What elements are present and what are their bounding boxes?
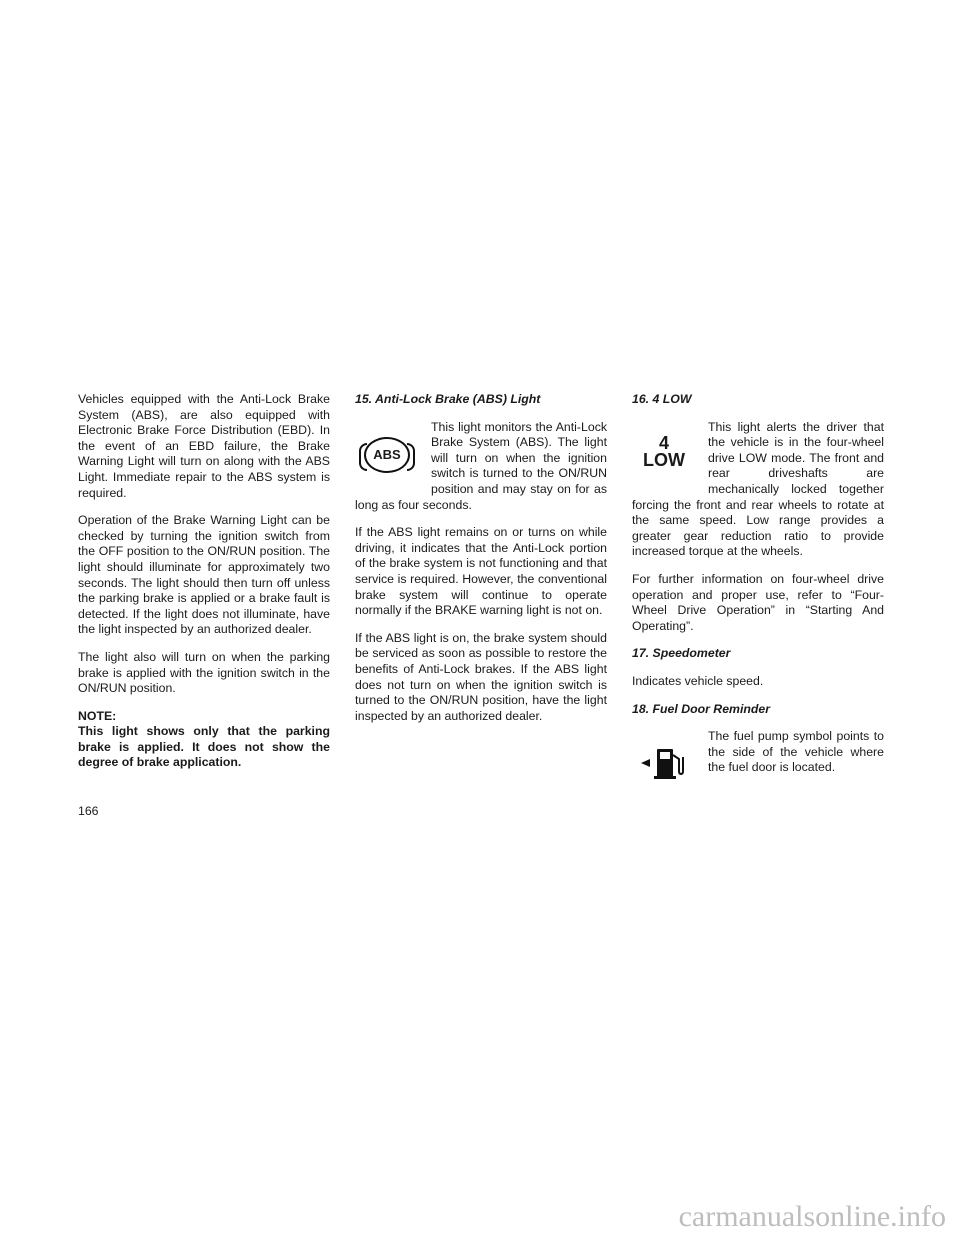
fuel-door-section xyxy=(632,729,884,797)
abs-light-driving-paragraph: If the ABS light remains on or turns on while driving, it indicates that the Anti-Lock portion of the brake system is not functioning and that service is required. However, the conventional brake system will continue to operate normally if the BRAKE warning light is not on. xyxy=(355,525,607,618)
column-1 xyxy=(78,392,330,771)
parking-brake-paragraph: The light also will turn on when the parking brake is applied with the ignition switch in the ON/RUN position. xyxy=(78,649,330,696)
speedometer-paragraph: Indicates vehicle speed. xyxy=(632,673,764,688)
abs-light-intro: This light monitors the Anti-Lock Brake System (ABS). The light will turn on when the ignition switch is turned to the ON/RUN position and may stay on for as long as four seconds. xyxy=(355,419,607,512)
abs-light-section xyxy=(355,420,607,526)
abs-light-heading: 15. Anti-Lock Brake (ABS) Light xyxy=(355,392,541,406)
abs-warning-icon xyxy=(355,420,419,484)
abs-light-service-paragraph: If the ABS light is on, the brake system should be serviced as soon as possible to restore the benefits of Anti-Lock brakes. If the ABS light does not turn on when the ignition switch is turned to the ON/RUN position, have the light inspected by an authorized dealer. xyxy=(355,630,607,723)
speedometer-heading: 17. Speedometer xyxy=(632,646,731,661)
four-low-heading: 16. 4 LOW xyxy=(632,392,692,406)
fuel-pump-icon xyxy=(632,729,696,793)
brake-warning-check-paragraph: Operation of the Brake Warning Light can be checked by turning the ignition switch from the OFF position to the ON/RUN position. The light should illuminate for approximately two seconds. The light should then turn off unless the parking brake is applied or a brake fault is detected. If the light does not illuminate, have the light inspected by an authorized dealer. xyxy=(78,513,330,637)
four-low-paragraph: This light alerts the driver that the vehicle is in the four-wheel drive LOW mode. The front and rear driveshafts are mechanically locked together forcing the front and rear wheels to rotate at the same speed. Low range provides a greater gear reduction ratio to provide increased torque at the wheels. xyxy=(632,419,884,559)
watermark: carmanualsonline.info xyxy=(678,1200,946,1233)
four-low-icon-number: 4 xyxy=(658,432,669,453)
fuel-door-paragraph: The fuel pump symbol points to the side of the vehicle where the fuel door is located. xyxy=(708,729,884,775)
abs-icon-label: ABS xyxy=(373,446,401,462)
four-low-section xyxy=(632,420,884,572)
four-wheel-drive-reference-paragraph: For further information on four-wheel drive operation and proper use, refer to “Four-Wheel Drive Operation” in “Starting And Operating”. xyxy=(632,571,884,633)
column-3 xyxy=(632,392,884,797)
note-label: NOTE: xyxy=(78,708,117,723)
four-low-icon-text: LOW xyxy=(643,449,685,470)
ebd-paragraph: Vehicles equipped with the Anti-Lock Brake System (ABS), are also equipped with Electronic Brake Force Distribution (EBD). In the event of an EBD failure, the Brake Warning Light will turn on along with the ABS Light. Immediate repair to the ABS system is required. xyxy=(78,392,330,500)
four-low-icon xyxy=(632,420,696,484)
note-body: This light shows only that the parking brake is applied. It does not show the degree of brake application. xyxy=(78,724,330,770)
fuel-door-heading: 18. Fuel Door Reminder xyxy=(632,701,771,716)
column-2 xyxy=(355,392,607,736)
page-number: 166 xyxy=(78,804,99,818)
